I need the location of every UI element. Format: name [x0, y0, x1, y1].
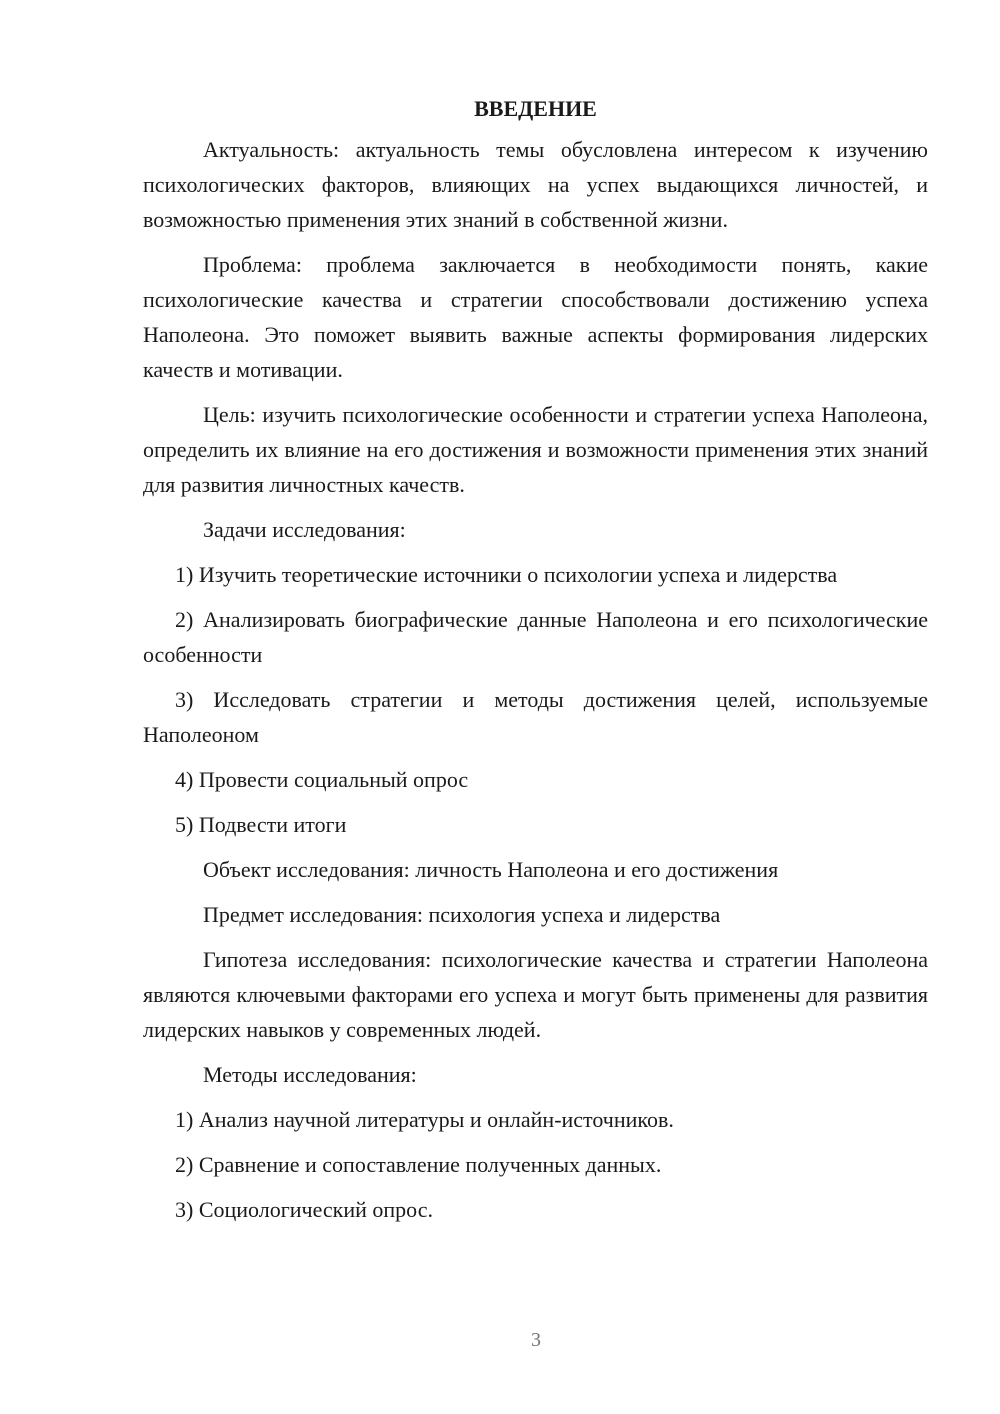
hypothesis-paragraph: Гипотеза исследования: психологические качества и стратегии Наполеона являются ключевыми факторами его успеха и могут быть применены для развития лидерских навыков у современных людей.: [143, 947, 928, 1042]
tasks-heading: Задачи исследования:: [203, 517, 406, 542]
document-page: [143, 92, 928, 1237]
methods-heading: Методы исследования:: [203, 1062, 417, 1087]
page-number: 3: [531, 1329, 541, 1351]
task-item-3: 3) Исследовать стратегии и методы достижения целей, используемые Наполеоном: [143, 687, 928, 747]
subject-paragraph: Предмет исследования: психология успеха и лидерства: [203, 902, 721, 927]
method-item-3: 3) Социологический опрос.: [175, 1197, 433, 1222]
problem-paragraph: Проблема: проблема заключается в необходимости понять, какие психологические качества и стратегии способствовали достижению успеха Наполеона. Это поможет выявить важные аспекты формирования лидерских качеств и мотивации.: [143, 252, 928, 382]
method-item-2: 2) Сравнение и сопоставление полученных данных.: [175, 1152, 662, 1177]
section-title: ВВЕДЕНИЕ: [474, 96, 597, 121]
method-item-1: 1) Анализ научной литературы и онлайн-источников.: [175, 1107, 674, 1132]
relevance-paragraph: Актуальность: актуальность темы обусловлена интересом к изучению психологических факторов, влияющих на успех выдающихся личностей, и возможностью применения этих знаний в собственной жизни.: [143, 137, 928, 232]
task-item-2: 2) Анализировать биографические данные Наполеона и его психологические особенности: [143, 607, 928, 667]
object-paragraph: Объект исследования: личность Наполеона и его достижения: [203, 857, 779, 882]
task-item-1: 1) Изучить теоретические источники о психологии успеха и лидерства: [175, 562, 838, 587]
goal-paragraph: Цель: изучить психологические особенности и стратегии успеха Наполеона, определить их влияние на его достижения и возможности применения этих знаний для развития личностных качеств.: [143, 402, 928, 497]
task-item-4: 4) Провести социальный опрос: [175, 767, 469, 792]
task-item-5: 5) Подвести итоги: [175, 812, 347, 837]
